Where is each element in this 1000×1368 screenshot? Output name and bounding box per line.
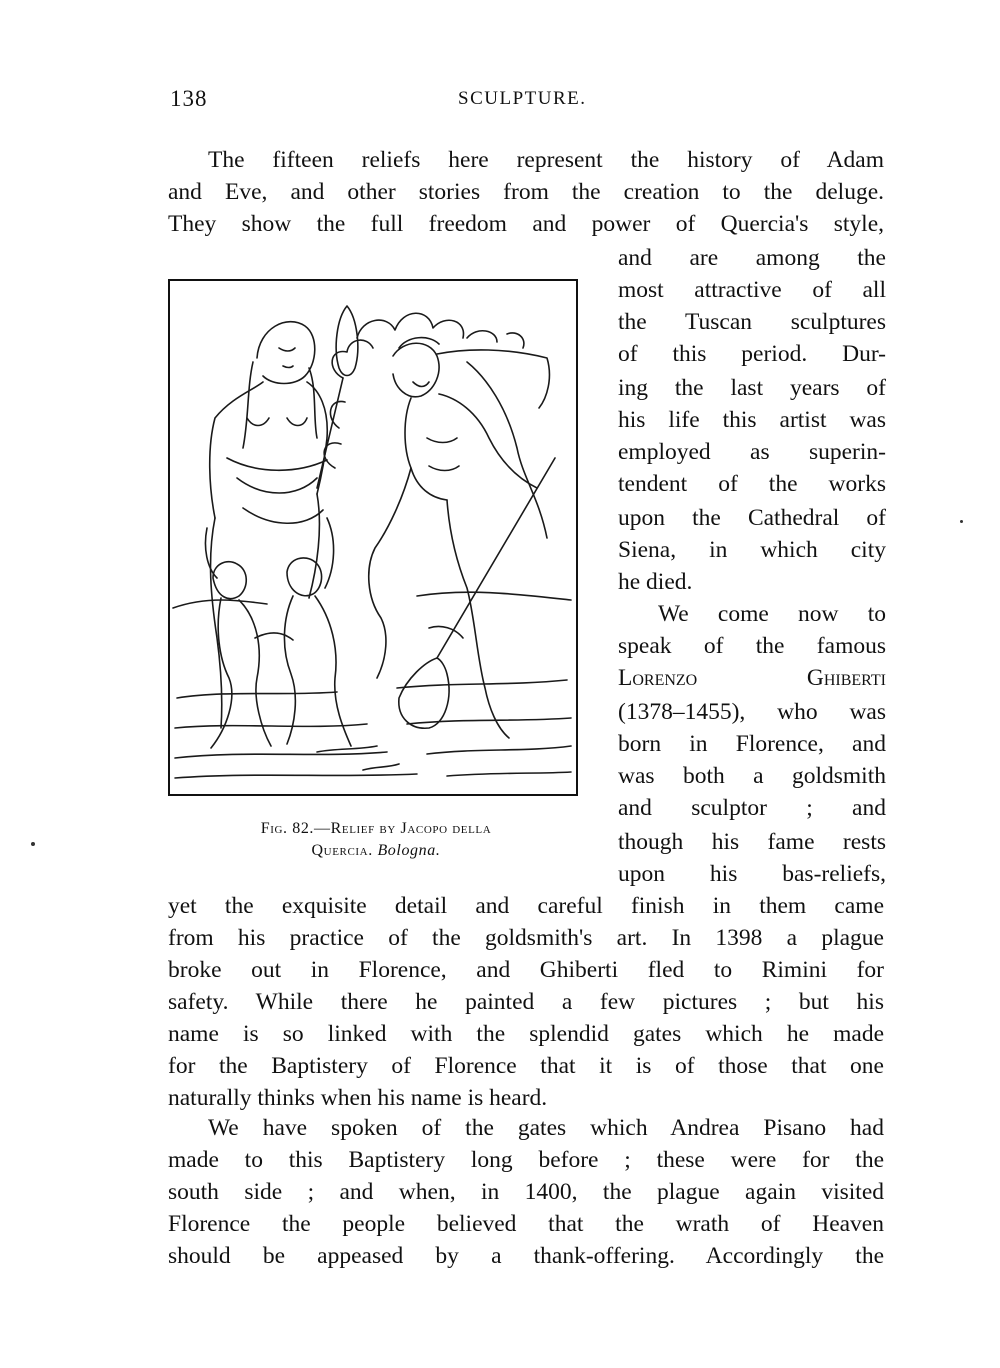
- text-line: Siena, in which city: [618, 537, 886, 563]
- text-line: though his fame rests: [618, 829, 886, 855]
- figure-relief-illustration: [167, 278, 579, 797]
- text-line: made to this Baptistery long before ; these were for the: [168, 1147, 884, 1173]
- text-line: speak of the famous: [618, 633, 886, 659]
- running-head: SCULPTURE.: [458, 88, 587, 109]
- text-line: ing the last years of: [618, 375, 886, 401]
- caption-line-2: [168, 840, 584, 862]
- stray-ink-mark: [31, 842, 35, 846]
- text-line: for the Baptistery of Florence that it is of those that one: [168, 1053, 884, 1079]
- text-line: of this period. Dur-: [618, 341, 886, 367]
- text-line: employed as superin-: [618, 439, 886, 465]
- text-line: he died.: [618, 569, 693, 595]
- text-line: was both a goldsmith: [618, 763, 886, 789]
- text-line: We come now to: [658, 601, 886, 627]
- text-line: We have spoken of the gates which Andrea Pisano had: [208, 1115, 884, 1141]
- text-line: safety. While there he painted a few pictures ; but his: [168, 989, 884, 1015]
- text-line: upon the Cathedral of: [618, 505, 886, 531]
- text-line: should be appeased by a thank-offering. Accordingly the: [168, 1243, 884, 1269]
- page-header: [170, 82, 886, 118]
- text-line: and sculptor ; and: [618, 795, 886, 821]
- text-line: yet the exquisite detail and careful finish in them came: [168, 893, 884, 919]
- text-line: The fifteen reliefs here represent the history of Adam: [208, 147, 884, 173]
- text-line: and are among the: [618, 245, 886, 271]
- caption-location: Bologna.: [377, 842, 441, 859]
- figure-caption: [168, 818, 584, 862]
- text-line: Florence the people believed that the wrath of Heaven: [168, 1211, 884, 1237]
- text-line: broke out in Florence, and Ghiberti fled to Rimini for: [168, 957, 884, 983]
- text-line: from his practice of the goldsmith's art. In 1398 a plague: [168, 925, 884, 951]
- text-line-name: Lorenzo Ghiberti: [618, 665, 886, 691]
- caption-artist-name: Quercia.: [311, 842, 373, 859]
- stray-ink-mark: [960, 520, 963, 523]
- text-line: south side ; and when, in 1400, the plague again visited: [168, 1179, 884, 1205]
- text-line: upon his bas-reliefs,: [618, 861, 886, 887]
- text-line: name is so linked with the splendid gates which he made: [168, 1021, 884, 1047]
- text-line: born in Florence, and: [618, 731, 886, 757]
- text-line: (1378–1455), who was: [618, 699, 886, 725]
- text-line: his life this artist was: [618, 407, 886, 433]
- text-line: naturally thinks when his name is heard.: [168, 1085, 548, 1111]
- caption-line-1: Fig. 82.—Relief by Jacopo della: [260, 820, 492, 837]
- page-number: 138: [170, 86, 208, 111]
- text-line: tendent of the works: [618, 471, 886, 497]
- text-line: and Eve, and other stories from the creation to the deluge.: [168, 179, 884, 205]
- text-line: the Tuscan sculptures: [618, 309, 886, 335]
- text-line: They show the full freedom and power of Quercia's style,: [168, 211, 884, 237]
- text-line: most attractive of all: [618, 277, 886, 303]
- relief-engraving: [167, 278, 579, 797]
